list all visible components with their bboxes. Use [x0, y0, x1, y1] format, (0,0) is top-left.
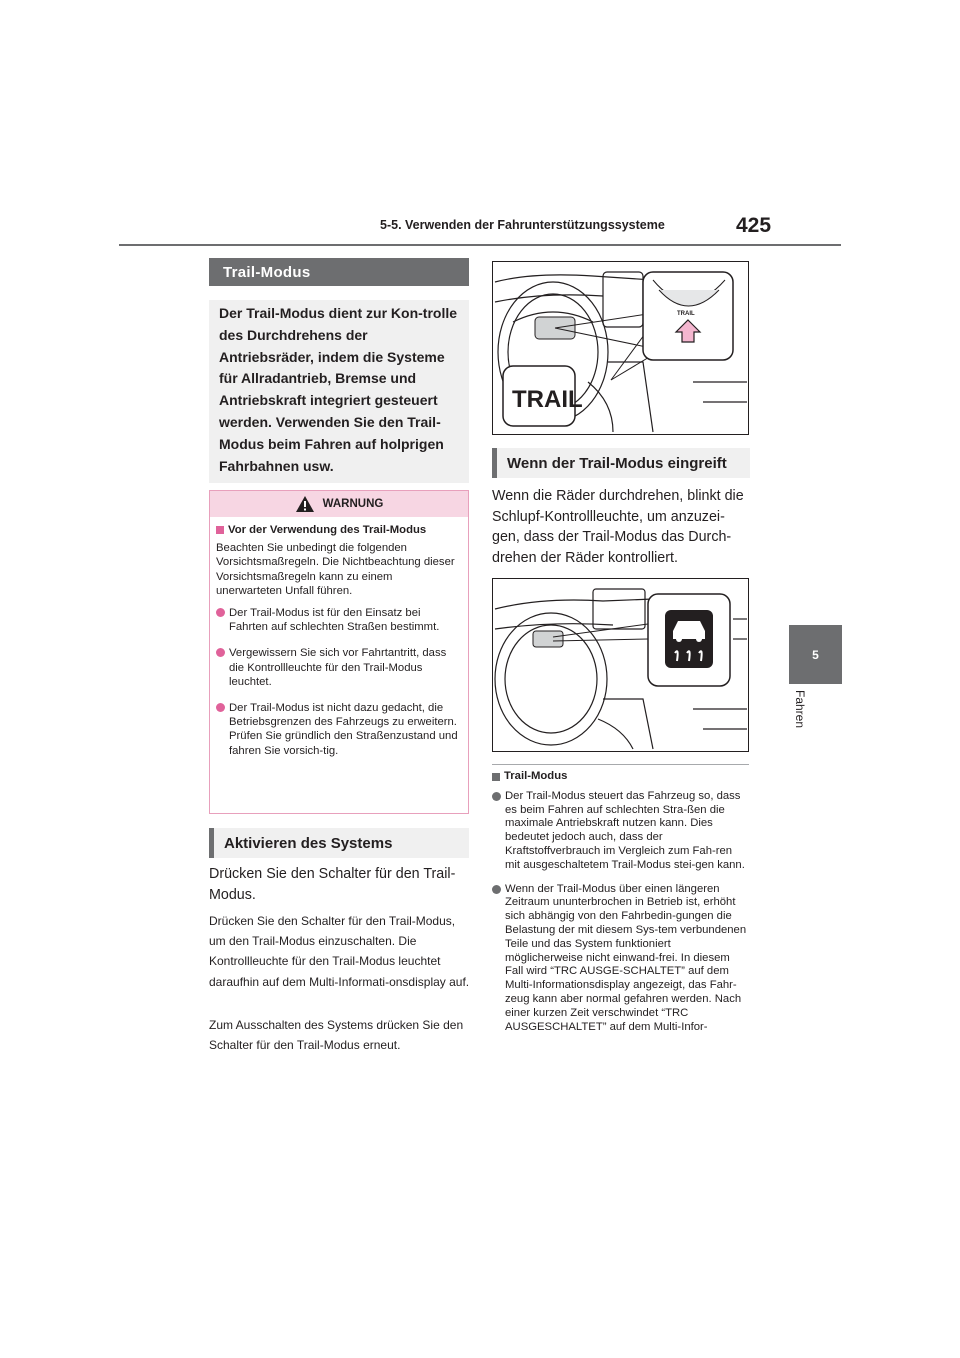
- warning-heading: WARNUNG: [322, 498, 384, 510]
- trail-switch-illustration: [492, 261, 749, 435]
- warning-bullet: Der Trail-Modus ist für den Einsatz bei Fahrten auf schlechten Straßen bestimmt.: [216, 606, 461, 634]
- activate-section-title: Aktivieren des Systems: [209, 828, 469, 858]
- warning-header: [210, 491, 468, 517]
- warning-bullet: Vergewissern Sie sich vor Fahrtantritt, dass die Kontrollleuchte für den Trail-Modus leuchtet.: [216, 646, 461, 689]
- slip-indicator-illustration: [492, 578, 749, 752]
- notes-section: [492, 770, 750, 1034]
- warning-subheading: Vor der Verwendung des Trail-Modus: [228, 524, 427, 536]
- square-bullet-icon: [216, 526, 224, 534]
- bullet-dot-icon: [492, 885, 501, 894]
- bullet-dot-icon: [216, 703, 225, 712]
- chapter-tab[interactable]: 5: [789, 625, 842, 684]
- notes-heading-row: [492, 770, 750, 784]
- activate-paragraph-2: Zum Ausschalten des Systems drücken Sie den Schalter für den Trail-Modus erneut.: [209, 1018, 464, 1053]
- engage-text: Wenn die Räder durchdrehen, blinkt die Schlupf-Kontrollleuchte, um anzuzei-gen, dass der Trail-Modus das Durch-drehen der Räder kontrolliert.: [492, 488, 744, 566]
- bullet-dot-icon: [492, 792, 501, 801]
- notes-bullet: Wenn der Trail-Modus über einen längeren Zeitraum ununterbrochen in Betrieb ist, erhöht sich abhängig von den Fahrbedin-gungen die Belastung der mit diesem Sys-tem verbundenen Teile und das System funktioniert möglicherweise nicht einwand-frei. In diesem Fall wird “TRC AUSGE-SCHALTET” auf dem Multi-Informationsdisplay angezeigt, das Fahr-zeug kann aber normal gefahren werden. Nach einer kurzen Zeit verschwindet “TRC AUSGESCHALTET” auf dem Multi-Infor-: [492, 883, 750, 1035]
- dashboard-drawing: [493, 262, 748, 434]
- engage-section-title: Wenn der Trail-Modus eingreift: [492, 448, 750, 478]
- section-header: 5-5. Verwenden der Fahrunterstützungssysteme: [380, 218, 665, 232]
- dashboard-drawing-2: [493, 579, 748, 751]
- trail-large-label: TRAIL: [512, 386, 583, 413]
- notes-bullet: Der Trail-Modus steuert das Fahrzeug so, dass es beim Fahren auf schlechten Stra-ßen die maximale Antriebskraft nutzen kann. Dies bedeutet jedoch auch, dass der Kraftstoffverbrauch im Vergleich zum Fah-ren mit ausgeschaltetem Trail-Modus stei-gen kann.: [492, 790, 750, 873]
- warning-triangle-icon: [295, 495, 315, 513]
- trail-button-label: TRAIL: [677, 311, 695, 317]
- warning-box: [209, 490, 469, 814]
- bullet-dot-icon: [216, 608, 225, 617]
- chapter-label: Fahren: [793, 690, 807, 729]
- header-divider: [119, 244, 841, 246]
- warning-bullet: Der Trail-Modus ist nicht dazu gedacht, die Betriebsgrenzen des Fahrzeugs zu erweitern. Prüfen Sie gründlich den Straßenzustand und fahren Sie vorsich-tig.: [216, 701, 461, 758]
- activate-paragraph-1: Drücken Sie den Schalter für den Trail-Modus, um den Trail-Modus einzuschalten. Die Kontrollleuchte für den Trail-Modus leuchtet daraufhin auf dem Multi-Informati-onsdisplay auf.: [209, 914, 470, 989]
- page-number: 425: [736, 214, 772, 237]
- intro-box: Der Trail-Modus dient zur Kon-trolle des Durchdrehens der Antriebsräder, indem die Systeme für Allradantrieb, Bremse und Antriebskraft integriert gesteuert werden. Verwenden Sie den Trail-Modus beim Fahren auf holprigen Fahrbahnen usw.: [209, 300, 469, 483]
- square-bullet-icon: [492, 773, 500, 781]
- warning-subheading-row: [216, 523, 461, 537]
- activate-step: Drücken Sie den Schalter für den Trail-Modus.: [209, 866, 456, 903]
- bullet-dot-icon: [216, 648, 225, 657]
- warning-text: Beachten Sie unbedingt die folgenden Vorsichtsmaßregeln. Die Nichtbeachtung dieser Vorsichtsmaßregeln kann zu einem unerwarteten Unfall führen.: [216, 542, 455, 597]
- notes-heading: Trail-Modus: [504, 770, 568, 782]
- notes-divider: [492, 764, 749, 765]
- trail-mode-title: Trail-Modus: [209, 258, 469, 286]
